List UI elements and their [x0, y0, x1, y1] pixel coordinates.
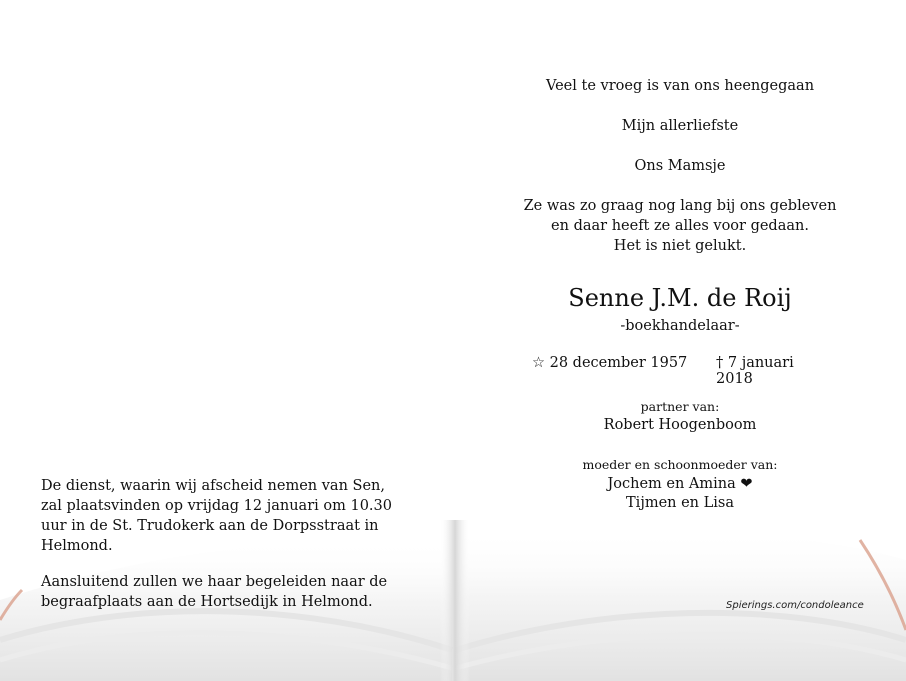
partner-label: partner van:	[640, 399, 720, 414]
children-line-2: Tijmen en Lisa	[626, 495, 734, 511]
birth-date: ☆ 28 december 1957	[532, 355, 688, 371]
death-date: † 7 januari 2018	[716, 355, 794, 387]
dear-line: Mijn allerliefste	[621, 118, 739, 134]
service-info	[41, 476, 401, 628]
burial-paragraph: Aansluitend zullen we haar begeleiden naar de begraafplaats aan de Hortsedijk in Helmond.	[41, 574, 388, 610]
children-line-1: Jochem en Amina ❤	[607, 476, 753, 492]
condolence-link[interactable]: Spierings.com/condoleance	[726, 600, 864, 611]
mother-label: moeder en schoonmoeder van:	[582, 457, 778, 472]
partner-name: Robert Hoogenboom	[603, 417, 757, 433]
poem-line-2: en daar heeft ze alles voor gedaan.	[551, 218, 809, 234]
poem-line-3: Het is niet gelukt.	[613, 238, 747, 254]
poem-line-1: Ze was zo graag nog lang bij ons gebleven	[523, 198, 837, 214]
service-paragraph: De dienst, waarin wij afscheid nemen van Sen, zal plaatsvinden op vrijdag 12 januari om 10.30 uur in de St. Trudokerk aan de Dorpsstraat in Helmond.	[41, 478, 392, 554]
profession: -boekhandelaar-	[620, 318, 740, 334]
intro-line: Veel te vroeg is van ons heengegaan	[545, 78, 815, 94]
nickname-line: Ons Mamsje	[634, 158, 726, 174]
deceased-name: Senne J.M. de Roij	[568, 284, 792, 312]
